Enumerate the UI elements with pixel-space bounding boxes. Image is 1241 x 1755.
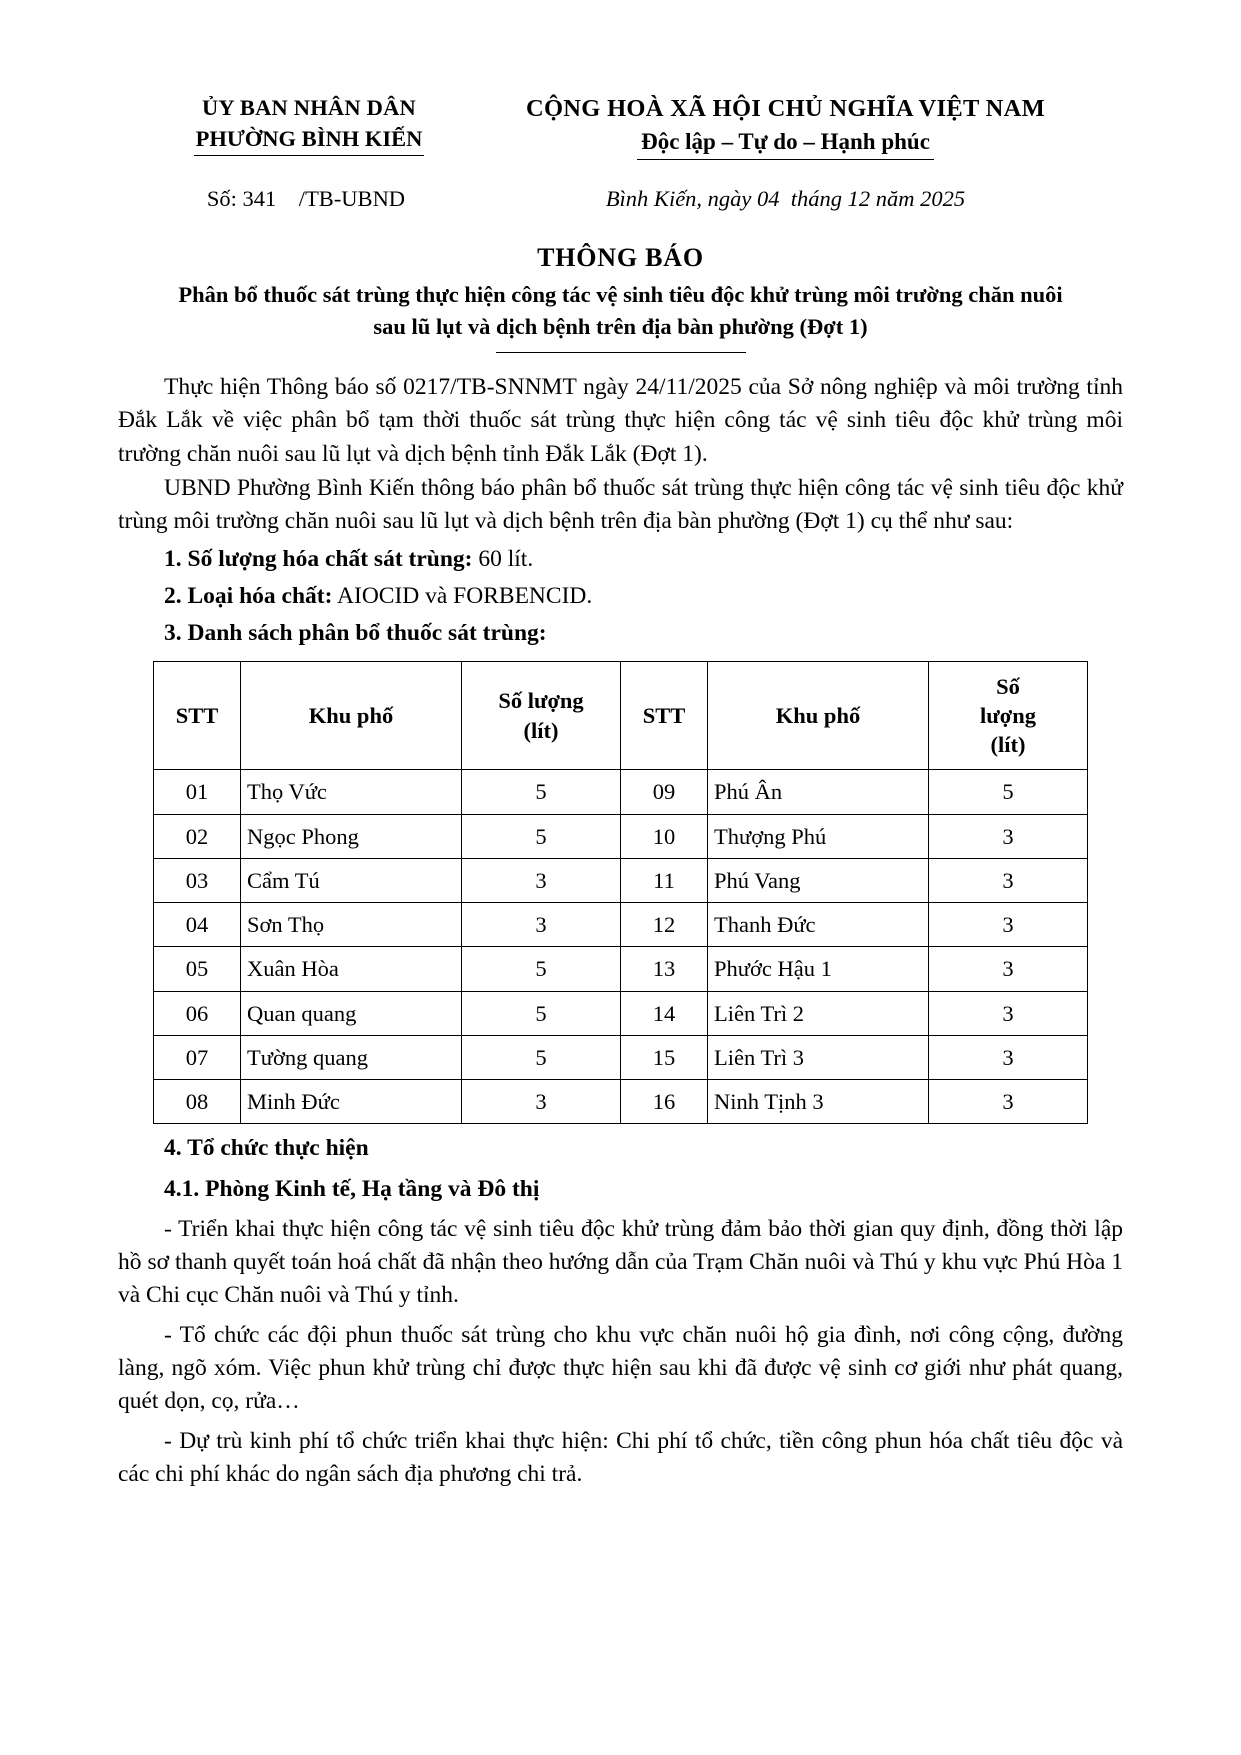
item-1-label: 1. Số lượng hóa chất sát trùng: (164, 545, 473, 572)
cell-qty-left: 5 (462, 991, 621, 1035)
cell-stt-right: 11 (621, 858, 708, 902)
cell-qty-right: 3 (929, 1035, 1088, 1079)
header-stt-right: STT (621, 661, 708, 770)
cell-stt-right: 14 (621, 991, 708, 1035)
place-and-date: Bình Kiến, ngày 04 tháng 12 năm 2025 (605, 185, 966, 211)
cell-stt-right: 09 (621, 770, 708, 814)
section-4-1-paragraph-1: - Triển khai thực hiện công tác vệ sinh tiêu độc khử trùng đảm bảo thời gian quy định, đồng thời lập hồ sơ thanh quyết toán hoá chất đã nhận theo hướng dẫn của Trạm Chăn nuôi và Thú y khu vực Phú Hòa 1 và Chi cục Chăn nuôi và Thú y tỉnh. (118, 1215, 1123, 1309)
table-row (154, 1035, 1088, 1079)
paragraph-2: UBND Phường Bình Kiến thông báo phân bổ thuốc sát trùng thực hiện công tác vệ sinh tiêu độc khử trùng môi trường chăn nuôi sau lũ lụt và dịch bệnh trên địa bàn phường (Đợt 1) cụ thể như sau: (118, 475, 1123, 535)
table-body (154, 770, 1088, 1124)
item-3 (118, 616, 1123, 650)
item-1-value: 60 lít. (472, 545, 534, 572)
item-2-value: AIOCID và FORBENCID. (332, 583, 593, 610)
cell-name-left: Cẩm Tú (241, 858, 462, 902)
cell-qty-right: 3 (929, 947, 1088, 991)
cell-qty-left: 5 (462, 1035, 621, 1079)
cell-qty-left: 3 (462, 858, 621, 902)
section-4-1-heading: 4.1. Phòng Kinh tế, Hạ tầng và Đô thị (164, 1176, 540, 1203)
table-row (154, 947, 1088, 991)
cell-qty-right: 3 (929, 903, 1088, 947)
national-heading (448, 92, 1123, 160)
cell-stt-left: 06 (154, 991, 241, 1035)
cell-qty-left: 3 (462, 1080, 621, 1124)
table-row (154, 814, 1088, 858)
authority-line-1: ỦY BAN NHÂN DÂN (201, 95, 417, 120)
cell-qty-left: 5 (462, 814, 621, 858)
cell-qty-right: 5 (929, 770, 1088, 814)
cell-stt-left: 03 (154, 858, 241, 902)
cell-stt-left: 07 (154, 1035, 241, 1079)
item-2 (118, 579, 1123, 613)
cell-name-left: Minh Đức (241, 1080, 462, 1124)
cell-qty-left: 5 (462, 947, 621, 991)
header-quantity-left-line1: Số lượng (498, 688, 584, 714)
table-row (154, 1080, 1088, 1124)
table-header-row (154, 661, 1088, 770)
cell-qty-right: 3 (929, 814, 1088, 858)
header-quantity-right-line1: Số (996, 673, 1020, 699)
cell-name-right: Thanh Đức (708, 903, 929, 947)
document-subheader (118, 186, 1123, 212)
national-title: CỘNG HOÀ XÃ HỘI CHỦ NGHĨA VIỆT NAM (525, 95, 1046, 122)
cell-stt-right: 13 (621, 947, 708, 991)
header-quantity-right (929, 661, 1088, 770)
document-body (118, 371, 1123, 539)
section-4-heading: 4. Tổ chức thực hiện (164, 1135, 369, 1162)
title-block (118, 240, 1123, 353)
cell-name-left: Quan quang (241, 991, 462, 1035)
cell-name-left: Xuân Hòa (241, 947, 462, 991)
item-3-label: 3. Danh sách phân bổ thuốc sát trùng: (164, 620, 547, 647)
cell-stt-right: 15 (621, 1035, 708, 1079)
cell-qty-left: 5 (462, 770, 621, 814)
document-number: Số: 341 /TB-UBND (206, 185, 406, 211)
header-khupho-left: Khu phố (241, 661, 462, 770)
table-row (154, 770, 1088, 814)
cell-name-right: Ninh Tịnh 3 (708, 1080, 929, 1124)
item-1 (118, 542, 1123, 576)
cell-stt-right: 10 (621, 814, 708, 858)
cell-stt-left: 08 (154, 1080, 241, 1124)
header-quantity-left-line2: (lít) (523, 717, 559, 743)
cell-name-left: Thọ Vức (241, 770, 462, 814)
document-header (118, 92, 1123, 160)
cell-stt-left: 05 (154, 947, 241, 991)
national-motto: Độc lập – Tự do – Hạnh phúc (637, 126, 934, 160)
item-2-label: 2. Loại hóa chất: (164, 583, 333, 610)
cell-name-left: Tường quang (241, 1035, 462, 1079)
section-4-1-paragraph-2: - Tổ chức các đội phun thuốc sát trùng cho khu vực chăn nuôi hộ gia đình, nơi công cộng, đường làng, ngõ xóm. Việc phun khử trùng chỉ được thực hiện sau khi đã được vệ sinh cơ giới như phát quang, quét dọn, cọ, rửa… (118, 1321, 1123, 1415)
cell-name-left: Ngọc Phong (241, 814, 462, 858)
cell-stt-left: 01 (154, 770, 241, 814)
cell-qty-right: 3 (929, 1080, 1088, 1124)
cell-name-right: Liên Trì 2 (708, 991, 929, 1035)
header-quantity-right-line3: (lít) (990, 732, 1026, 758)
paragraph-1: Thực hiện Thông báo số 0217/TB-SNNMT ngày 24/11/2025 của Sở nông nghiệp và môi trường tỉnh Đắk Lắk về việc phân bổ tạm thời thuốc sát trùng thực hiện công tác vệ sinh tiêu độc khử trùng môi trường chăn nuôi sau lũ lụt và dịch bệnh tỉnh Đắk Lắk (Đợt 1). (118, 373, 1123, 467)
title-divider (496, 352, 746, 353)
cell-name-right: Liên Trì 3 (708, 1035, 929, 1079)
authority-line-2: PHƯỜNG BÌNH KIẾN (194, 123, 425, 156)
cell-stt-right: 16 (621, 1080, 708, 1124)
cell-name-right: Phú Ân (708, 770, 929, 814)
cell-name-right: Phước Hậu 1 (708, 947, 929, 991)
cell-stt-right: 12 (621, 903, 708, 947)
allocation-table (153, 661, 1088, 1125)
table-row (154, 991, 1088, 1035)
table-row (154, 858, 1088, 902)
table-row (154, 903, 1088, 947)
page-title: THÔNG BÁO (537, 242, 704, 272)
cell-qty-right: 3 (929, 991, 1088, 1035)
cell-stt-left: 02 (154, 814, 241, 858)
cell-stt-left: 04 (154, 903, 241, 947)
cell-name-right: Thượng Phú (708, 814, 929, 858)
cell-name-right: Phú Vang (708, 858, 929, 902)
header-quantity-right-line2: lượng (980, 702, 1036, 728)
cell-qty-left: 3 (462, 903, 621, 947)
section-4-1-paragraph-3: - Dự trù kinh phí tổ chức triển khai thực hiện: Chi phí tổ chức, tiền công phun hóa chất tiêu độc và các chi phí khác do ngân sách địa phương chi trả. (118, 1427, 1123, 1488)
document-subtitle: Phân bổ thuốc sát trùng thực hiện công tác vệ sinh tiêu độc khử trùng môi trường chăn nuôi sau lũ lụt và dịch bệnh trên địa bàn phường (Đợt 1) (178, 282, 1063, 340)
cell-qty-right: 3 (929, 858, 1088, 902)
header-stt-left: STT (154, 661, 241, 770)
header-quantity-left (462, 661, 621, 770)
issuing-authority (118, 92, 448, 156)
cell-name-left: Sơn Thọ (241, 903, 462, 947)
header-khupho-right: Khu phố (708, 661, 929, 770)
